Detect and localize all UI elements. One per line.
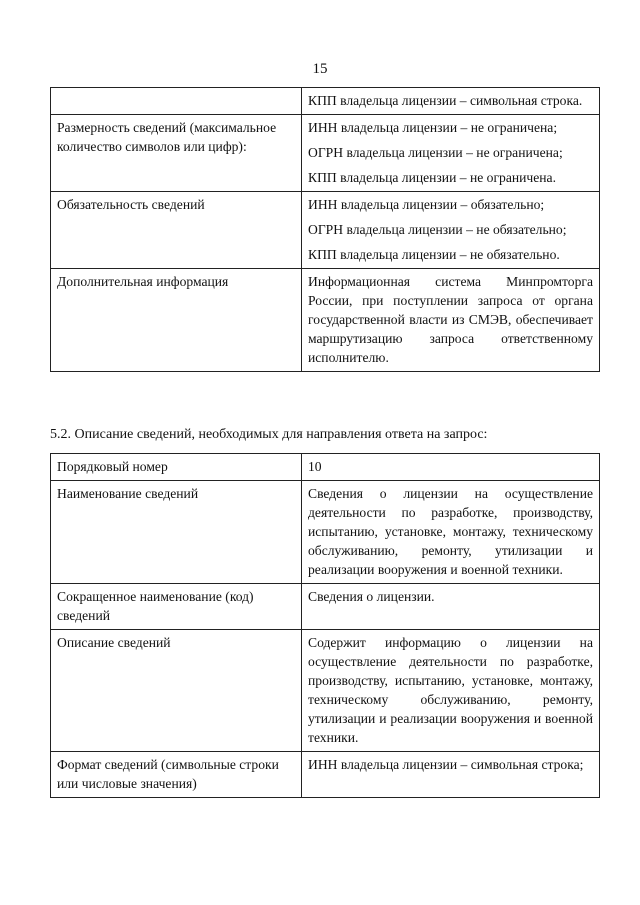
table-row	[51, 115, 600, 192]
row-value	[302, 115, 600, 192]
table-row	[51, 192, 600, 269]
row-value	[302, 192, 600, 269]
page-number: 15	[312, 61, 328, 77]
row-value: 10	[302, 454, 600, 481]
section-heading: 5.2. Описание сведений, необходимых для направления ответа на запрос:	[50, 427, 488, 442]
value-line: ИНН владельца лицензии – не ограничена;	[308, 120, 558, 135]
row-label: Обязательность сведений	[51, 192, 302, 269]
row-value: Сведения о лицензии.	[302, 584, 600, 630]
row-label: Наименование сведений	[51, 481, 302, 584]
table-row	[51, 584, 600, 630]
value-line: ИНН владельца лицензии – обязательно;	[308, 197, 545, 212]
value-line: КПП владельца лицензии – не обязательно.	[308, 247, 560, 262]
row-label: Дополнительная информация	[51, 269, 302, 372]
table-row	[51, 752, 600, 798]
row-label: Порядковый номер	[51, 454, 302, 481]
row-label: Формат сведений (символьные строки или числовые значения)	[51, 752, 302, 798]
table-row	[51, 88, 600, 115]
row-label: Описание сведений	[51, 630, 302, 752]
table-row	[51, 454, 600, 481]
value-line: Информационная система Минпромторга России, при поступлении запроса от органа государственной власти из СМЭВ, обеспечивает маршрутизацию запроса ответственному исполнителю.	[308, 274, 593, 365]
table-row	[51, 630, 600, 752]
row-value	[302, 269, 600, 372]
row-value: Содержит информацию о лицензии на осуществление деятельности по разработке, производству, испытанию, установке, монтажу, техническому обслуживанию, ремонту, утилизации и реализации вооружения и военной техники.	[302, 630, 600, 752]
table-row	[51, 481, 600, 584]
row-value	[302, 88, 600, 115]
value-line: ОГРН владельца лицензии – не обязательно;	[308, 222, 567, 237]
row-label: Сокращенное наименование (код) сведений	[51, 584, 302, 630]
value-line: ОГРН владельца лицензии – не ограничена;	[308, 145, 563, 160]
request-details-table	[50, 87, 600, 372]
row-label: Размерность сведений (максимальное количество символов или цифр):	[51, 115, 302, 192]
response-details-table	[50, 453, 600, 798]
row-value: Сведения о лицензии на осуществление деятельности по разработке, производству, испытанию, установке, монтажу, техническому обслуживанию, ремонту, утилизации и реализации вооружения и военной техники.	[302, 481, 600, 584]
value-line: КПП владельца лицензии – символьная строка.	[308, 93, 583, 108]
table-row	[51, 269, 600, 372]
row-value: ИНН владельца лицензии – символьная строка;	[302, 752, 600, 798]
row-label	[51, 88, 302, 115]
value-line: КПП владельца лицензии – не ограничена.	[308, 170, 556, 185]
